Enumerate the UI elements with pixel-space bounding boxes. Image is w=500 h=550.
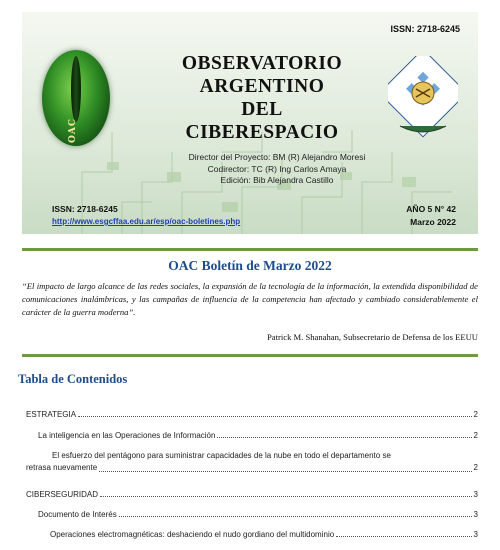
- toc-entry[interactable]: [26, 410, 478, 419]
- header-banner: [22, 12, 478, 234]
- toc-entry[interactable]: [50, 530, 478, 539]
- institution-emblem-icon: [388, 56, 458, 138]
- publication-title: [122, 52, 402, 144]
- credit-codirector: Codirector: TC (R) Ing Carlos Amaya: [207, 163, 347, 174]
- issue-date: Marzo 2022: [410, 217, 456, 227]
- toc-leader: [100, 495, 472, 497]
- toc-entry-page: 2: [473, 431, 478, 440]
- epigraph-quote: “El impacto de largo alcance de las redes sociales, la expansión de la tecnología de la información, la extendida disponibilidad de comunicaciones inalámbricas, y las campañas de influencia de la competencia han afectado y cambiado considerablemente el carácter de la guerra moderna”.: [22, 281, 478, 317]
- credit-edicion: Edición: Bib Alejandra Castillo: [220, 175, 334, 185]
- issue-number: AÑO 5 N° 42: [406, 204, 456, 214]
- toc-entry-page: 3: [473, 490, 478, 499]
- quote-author: Patrick M. Shanahan, Subsecretario de Defensa de los EEUU: [267, 332, 478, 342]
- toc-entry-label: La inteligencia en las Operaciones de Información: [38, 431, 216, 440]
- divider-bottom: [22, 354, 478, 357]
- toc-entry-page: 3: [473, 530, 478, 539]
- toc-entry-label: ESTRATEGIA: [26, 410, 77, 419]
- toc-leader: [78, 415, 471, 417]
- bulletin-title: OAC Boletín de Marzo 2022: [168, 258, 332, 273]
- toc-entry[interactable]: [26, 490, 478, 499]
- toc-entry[interactable]: [26, 450, 478, 474]
- toc-entry-label: Operaciones electromagnéticas: deshaciendo el nudo gordiano del multidominio: [50, 530, 335, 539]
- toc-title: Tabla de Contenidos: [18, 372, 128, 386]
- toc-entry[interactable]: [38, 431, 478, 440]
- title-line-3: CIBERESPACIO: [185, 122, 339, 143]
- toc-entry-page: 2: [473, 463, 478, 472]
- logo-eye-icon: [71, 56, 81, 122]
- toc-leader: [99, 470, 471, 472]
- logo-text: OAC: [68, 118, 78, 143]
- toc-entry-page: 3: [473, 510, 478, 519]
- toc-entry-page: 2: [473, 410, 478, 419]
- oac-logo: [42, 50, 110, 146]
- toc-entry-label-line1: El esfuerzo del pentágono para suministrar capacidades de la nube en todo el departamento se: [52, 451, 391, 460]
- credit-director: Director del Proyecto: BM (R) Alejandro Moresi: [188, 152, 366, 162]
- toc-entry[interactable]: [38, 510, 478, 519]
- toc-entry-label: Documento de Interés: [38, 510, 117, 519]
- title-line-2: DEL: [241, 99, 283, 120]
- toc-leader: [336, 535, 471, 537]
- issn-top: ISSN: 2718-6245: [390, 24, 460, 34]
- toc-leader: [217, 436, 471, 438]
- credits: [162, 152, 392, 187]
- boletines-link[interactable]: http://www.esgcffaa.edu.ar/esp/oac-boletines.php: [52, 217, 241, 226]
- toc-entry-label-line2: retrasa nuevamente: [26, 463, 98, 472]
- toc-leader: [119, 515, 472, 517]
- issn-bottom: ISSN: 2718-6245: [52, 204, 118, 214]
- divider-top: [22, 248, 478, 251]
- toc-entry-label: CIBERSEGURIDAD: [26, 490, 99, 499]
- title-line-1: OBSERVATORIO ARGENTINO: [181, 53, 343, 97]
